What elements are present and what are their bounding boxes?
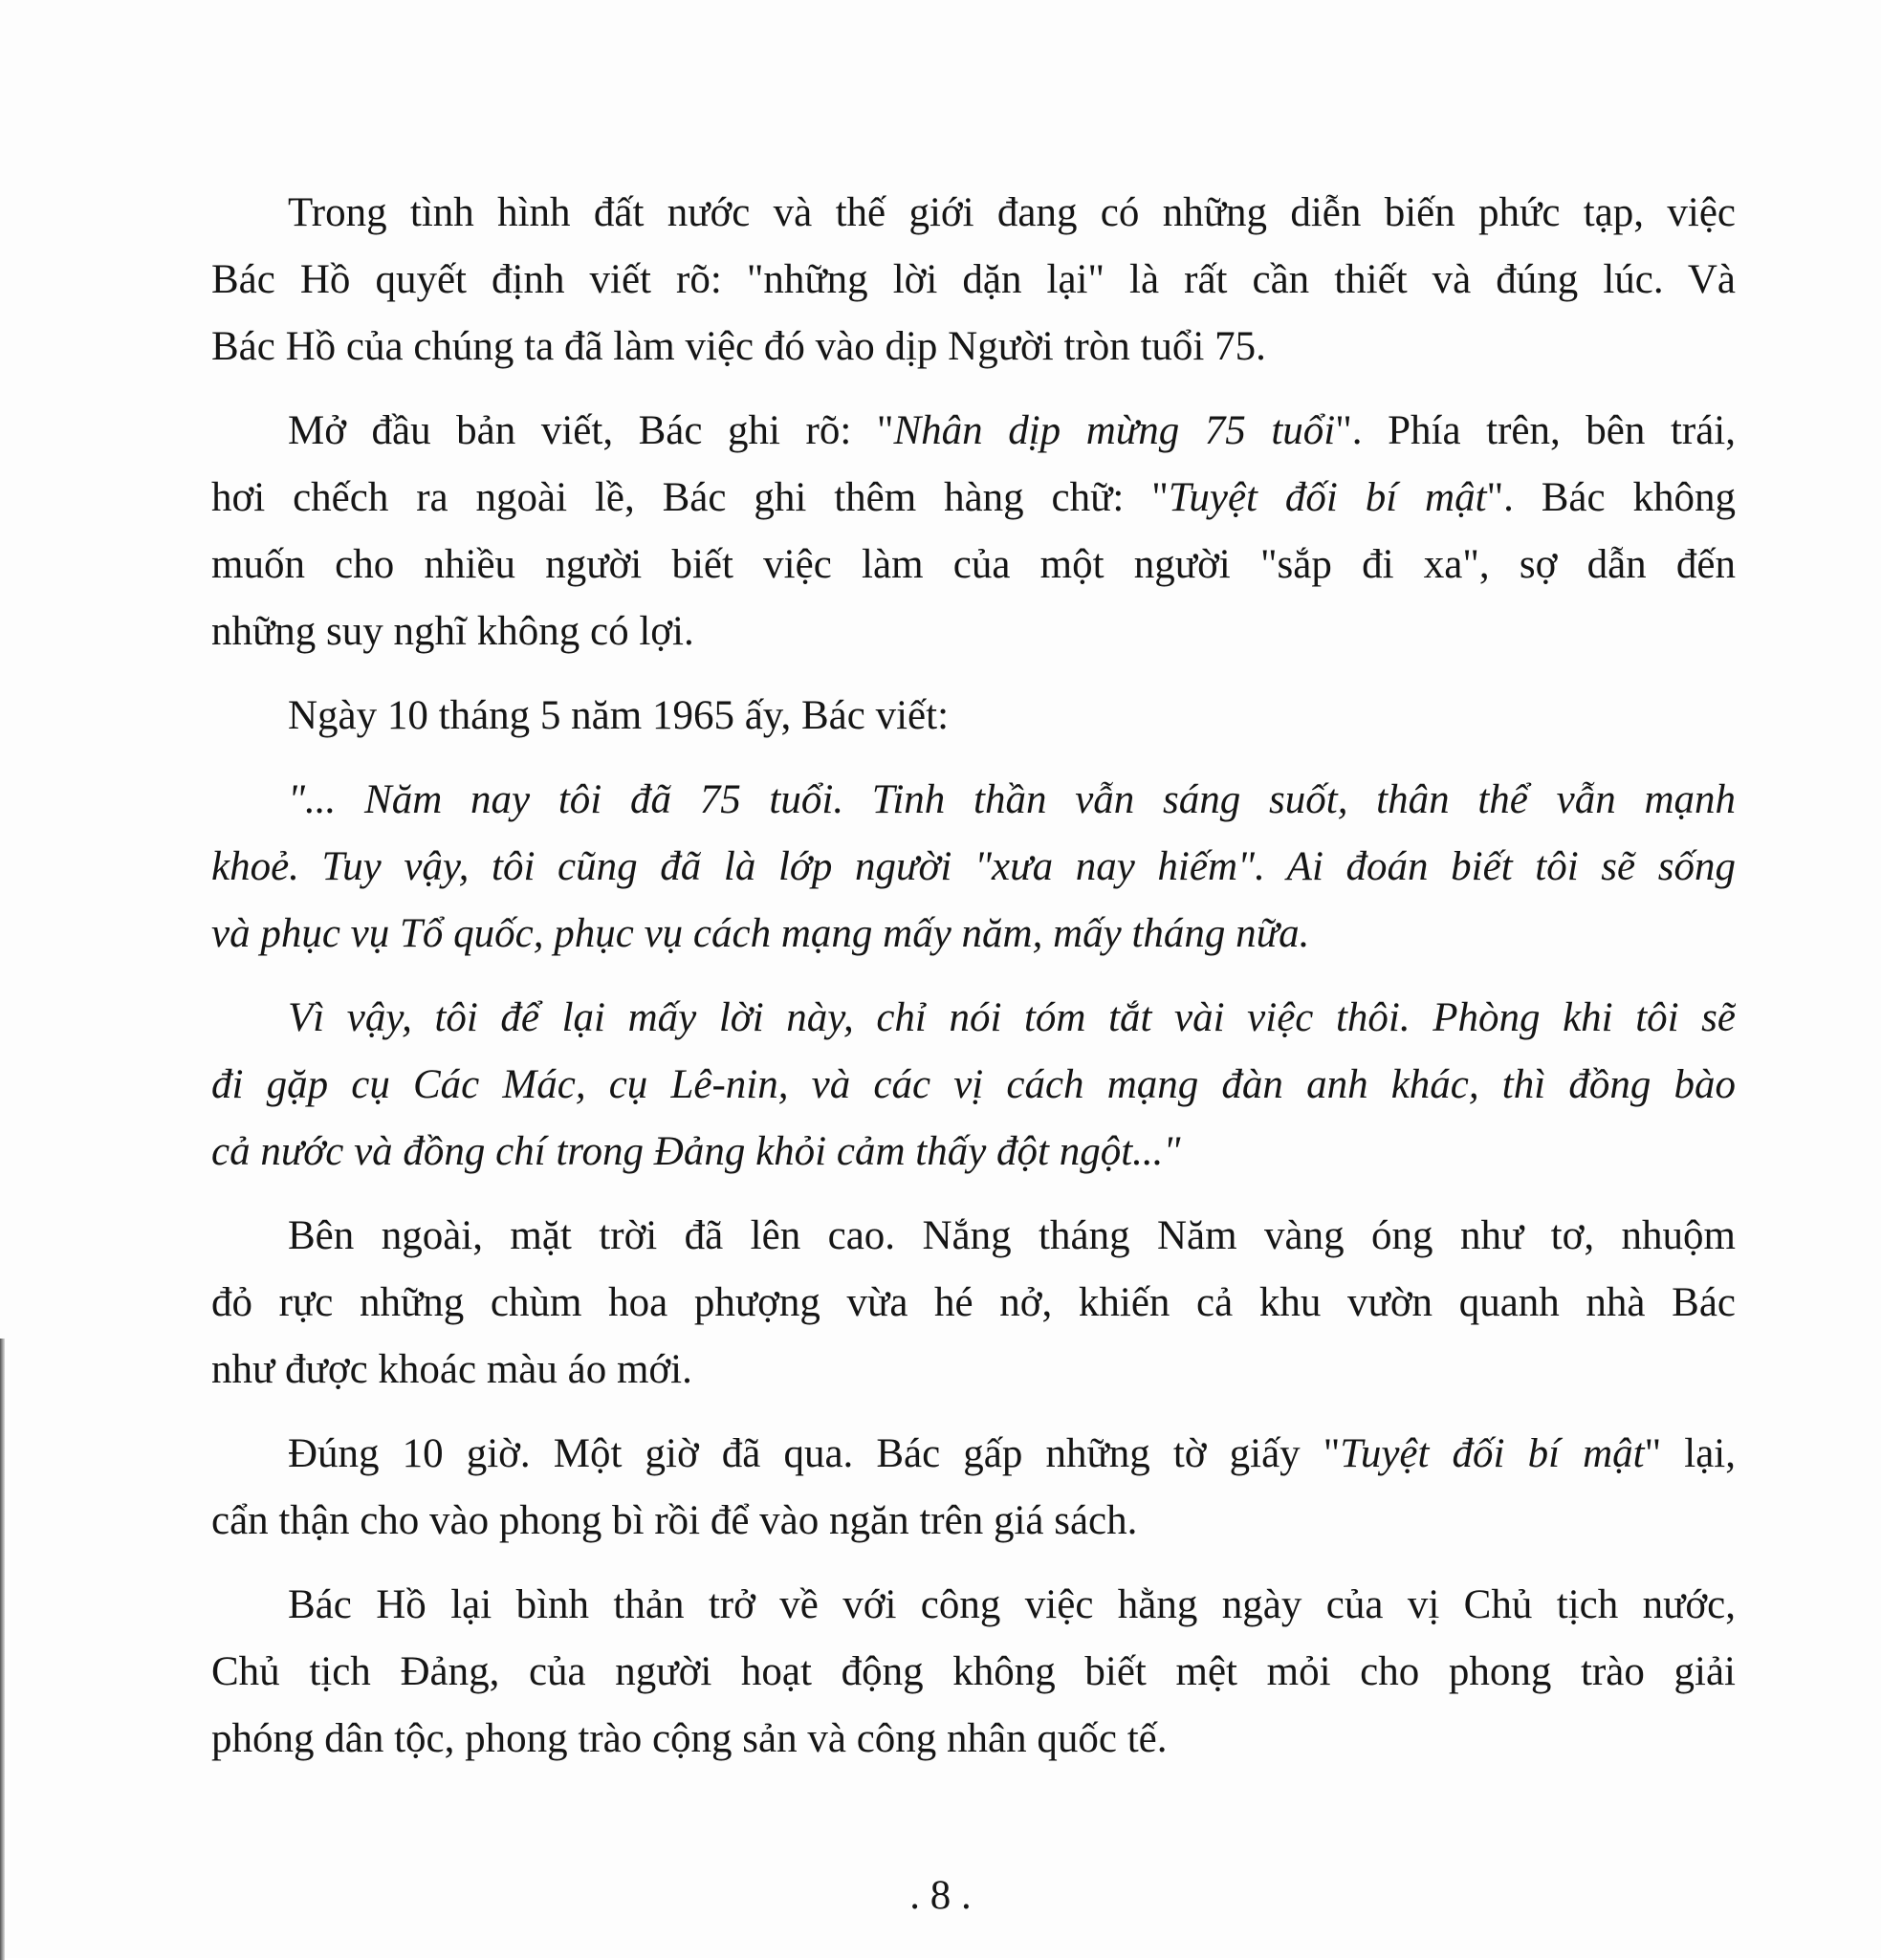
text-line: [211, 599, 1736, 665]
text: những suy nghĩ không có lợi.: [211, 609, 694, 654]
paragraph: [211, 1203, 1736, 1404]
text: cẩn thận cho vào phong bì rồi để vào ngăn trên giá sách.: [211, 1498, 1138, 1543]
text: muốn cho nhiều người biết việc làm của một người "sắp đi xa", sợ dẫn đến: [211, 542, 1736, 587]
italic-text: Nhân dịp mừng 75 tuổi: [893, 408, 1336, 453]
text: Ngày 10 tháng 5 năm 1965 ấy, Bác viết:: [288, 693, 950, 738]
page-body: [211, 180, 1736, 1790]
text-line: [211, 398, 1736, 465]
text-line: [211, 683, 1736, 750]
text-line: [211, 247, 1736, 314]
text-line: [211, 180, 1736, 247]
text-line: [211, 465, 1736, 532]
italic-text: Vì vậy, tôi để lại mấy lời này, chỉ nói tóm tắt vài việc thôi. Phòng khi tôi sẽ: [288, 995, 1736, 1040]
paragraph: [211, 767, 1736, 968]
page-number: . 8 .: [909, 1873, 972, 1918]
text-line: [211, 901, 1736, 968]
text-line: [211, 1337, 1736, 1404]
text-line: [211, 767, 1736, 834]
italic-text: "... Năm nay tôi đã 75 tuổi. Tinh thần vẫn sáng suốt, thân thể vẫn mạnh: [288, 777, 1736, 822]
text-line: [211, 1639, 1736, 1706]
text-line: [211, 1488, 1736, 1555]
paragraph: [211, 1421, 1736, 1555]
text: đỏ rực những chùm hoa phượng vừa hé nở, khiến cả khu vườn quanh nhà Bác: [211, 1280, 1736, 1325]
paragraph: [211, 1572, 1736, 1773]
italic-text: Tuyệt đối bí mật: [1168, 475, 1487, 520]
text-line: [211, 314, 1736, 381]
text-line: [211, 1270, 1736, 1337]
text-line: [211, 1052, 1736, 1119]
text: " lại,: [1644, 1431, 1736, 1476]
paragraph: [211, 398, 1736, 665]
italic-text: Tuyệt đối bí mật: [1340, 1431, 1645, 1476]
text: ". Bác không: [1486, 475, 1736, 520]
text-line: [211, 834, 1736, 901]
paragraph: [211, 683, 1736, 750]
text-line: [211, 1203, 1736, 1270]
text: Đúng 10 giờ. Một giờ đã qua. Bác gấp những tờ giấy ": [288, 1431, 1341, 1476]
text: Bác Hồ lại bình thản trở về với công việc hằng ngày của vị Chủ tịch nước,: [288, 1582, 1736, 1627]
paragraph: [211, 985, 1736, 1186]
text: Bác Hồ quyết định viết rõ: "những lời dặn lại" là rất cần thiết và đúng lúc. Và: [211, 257, 1736, 302]
paragraph: [211, 180, 1736, 381]
text-line: [211, 985, 1736, 1052]
italic-text: cả nước và đồng chí trong Đảng khỏi cảm thấy đột ngột...": [211, 1129, 1181, 1174]
text-line: [211, 1706, 1736, 1773]
italic-text: khoẻ. Tuy vậy, tôi cũng đã là lớp người "xưa nay hiếm". Ai đoán biết tôi sẽ sống: [211, 844, 1736, 889]
text: Bên ngoài, mặt trời đã lên cao. Nắng tháng Năm vàng óng như tơ, nhuộm: [288, 1213, 1736, 1258]
text-line: [211, 1421, 1736, 1488]
text-line: [211, 1119, 1736, 1186]
text: Trong tình hình đất nước và thế giới đang có những diễn biến phức tạp, việc: [288, 190, 1736, 235]
text: hơi chếch ra ngoài lề, Bác ghi thêm hàng chữ: ": [211, 475, 1169, 520]
text: Chủ tịch Đảng, của người hoạt động không biết mệt mỏi cho phong trào giải: [211, 1649, 1736, 1694]
scan-edge-shadow: [0, 1339, 5, 1960]
text-line: [211, 1572, 1736, 1639]
italic-text: đi gặp cụ Các Mác, cụ Lê-nin, và các vị cách mạng đàn anh khác, thì đồng bào: [211, 1062, 1736, 1107]
text: phóng dân tộc, phong trào cộng sản và công nhân quốc tế.: [211, 1716, 1168, 1761]
italic-text: và phục vụ Tổ quốc, phục vụ cách mạng mấy năm, mấy tháng nữa.: [211, 911, 1310, 956]
text: ". Phía trên, bên trái,: [1335, 408, 1736, 453]
text: Mở đầu bản viết, Bác ghi rõ: ": [288, 408, 894, 453]
text: như được khoác màu áo mới.: [211, 1347, 692, 1392]
text: Bác Hồ của chúng ta đã làm việc đó vào dịp Người tròn tuổi 75.: [211, 324, 1266, 369]
text-line: [211, 532, 1736, 599]
